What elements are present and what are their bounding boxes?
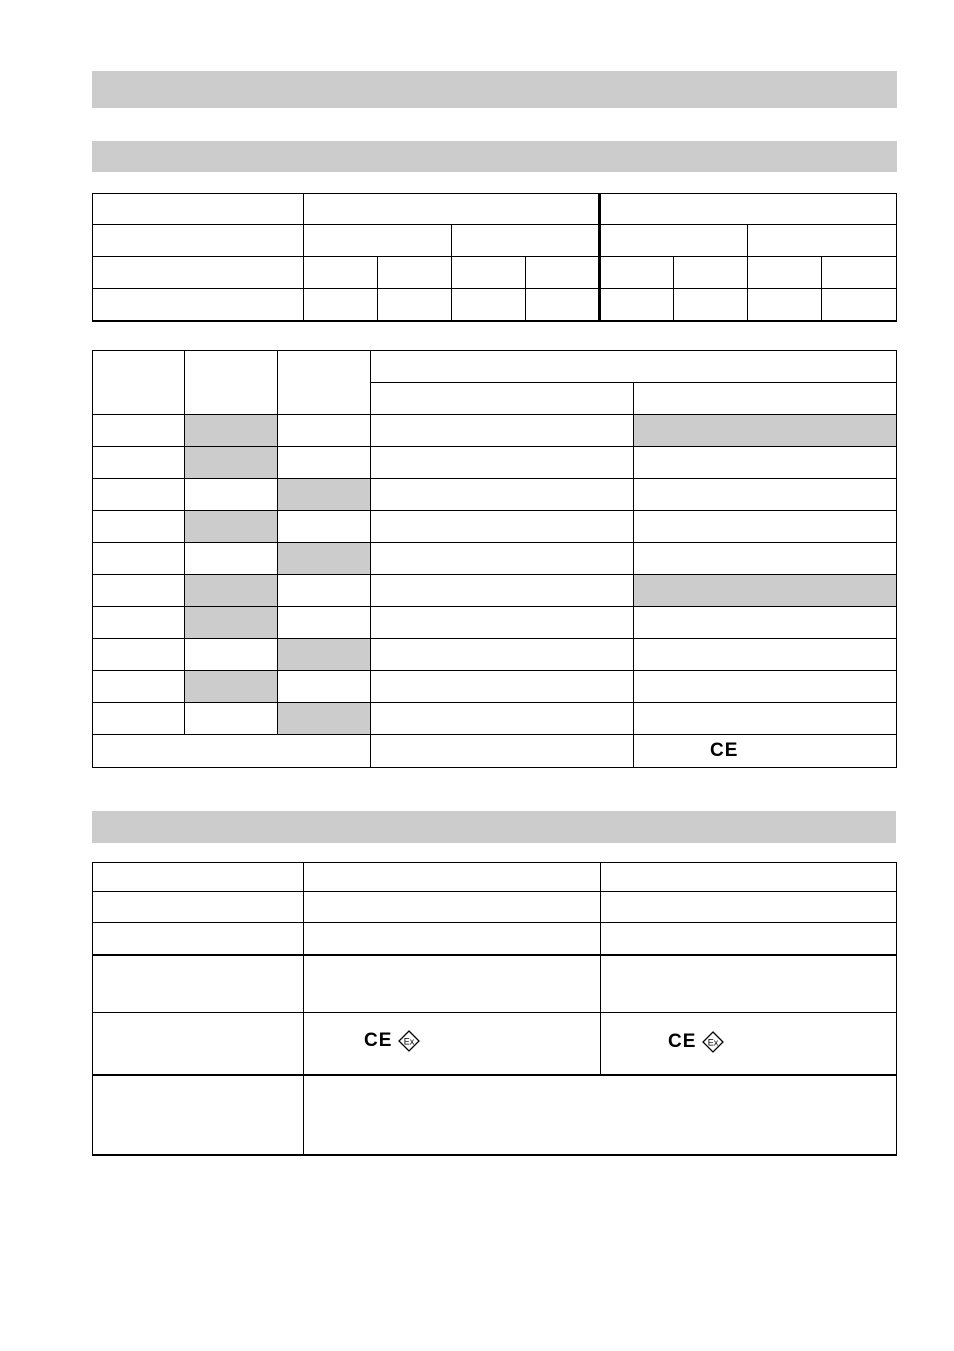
t1-cell: [378, 289, 452, 321]
t2-header-col4: [371, 383, 634, 415]
t1-r3-label: [93, 257, 304, 289]
svg-text:Ex: Ex: [404, 1036, 415, 1047]
t3-r4-label: [93, 955, 304, 1013]
t1-cell: [304, 257, 378, 289]
t2-cell: [371, 703, 634, 735]
ce-mark-icon: CE: [364, 1030, 393, 1051]
t3-r3-cell: [304, 923, 601, 955]
ce-mark-icon: CE: [668, 1031, 697, 1052]
t2-cell: [634, 575, 897, 607]
t2-cell: [278, 447, 371, 479]
t3-r6-cell: [304, 1075, 897, 1155]
t2-cell: [634, 479, 897, 511]
t1-r2-cell: [452, 225, 600, 257]
t2-footer-cell: [371, 735, 634, 768]
t2-cell: [93, 543, 185, 575]
table-row: [93, 703, 897, 735]
table-row: [93, 575, 897, 607]
t2-cell: [634, 511, 897, 543]
spec-table-3: [92, 862, 897, 1156]
t3-r1-cell: [304, 863, 601, 892]
t2-cell: [278, 575, 371, 607]
t2-cell: [185, 703, 278, 735]
t1-r4-label: [93, 289, 304, 321]
t2-cell: [278, 415, 371, 447]
t2-header-group: [371, 351, 897, 383]
t2-cell: [371, 607, 634, 639]
t2-cell: [634, 671, 897, 703]
title-bar: [92, 71, 897, 108]
t3-r2-cell: [601, 892, 897, 923]
t3-r4-cell: [304, 955, 601, 1013]
t1-r2-cell: [600, 225, 748, 257]
svg-text:Ex: Ex: [708, 1037, 719, 1048]
t2-cell: [371, 447, 634, 479]
table-row: [93, 543, 897, 575]
t1-cell: [600, 289, 674, 321]
t2-cell: [185, 447, 278, 479]
t1-cell: [822, 257, 897, 289]
t2-header-col3: [278, 351, 371, 415]
t3-r2-cell: [304, 892, 601, 923]
t2-header-col2: [185, 351, 278, 415]
table-row: [93, 415, 897, 447]
t2-cell: [93, 703, 185, 735]
t2-cell: [371, 415, 634, 447]
t3-r5-mark-cell: [304, 1013, 601, 1075]
t2-cell: [634, 447, 897, 479]
t2-header-col1: [93, 351, 185, 415]
t1-cell: [748, 257, 822, 289]
t2-cell: [93, 671, 185, 703]
t1-r1-group-a: [304, 194, 600, 225]
spec-table-2: [92, 350, 897, 768]
t1-cell: [600, 257, 674, 289]
t2-cell: [185, 639, 278, 671]
t1-r1-group-b: [600, 194, 897, 225]
t2-cell: [93, 511, 185, 543]
certification-marks: [364, 1030, 420, 1052]
t3-r6-label: [93, 1075, 304, 1155]
table-row: [93, 511, 897, 543]
t1-cell: [304, 289, 378, 321]
t3-r5-mark-cell: [601, 1013, 897, 1075]
t3-r1-cell: [601, 863, 897, 892]
ce-mark-icon: CE: [710, 740, 739, 761]
t2-cell: [93, 639, 185, 671]
t1-cell: [674, 257, 748, 289]
t1-cell: [748, 289, 822, 321]
t1-cell: [378, 257, 452, 289]
section-bar-1: [92, 141, 897, 172]
t2-cell: [278, 479, 371, 511]
t2-cell: [93, 575, 185, 607]
t1-cell: [526, 289, 600, 321]
t3-r3-label: [93, 923, 304, 955]
t2-cell: [93, 415, 185, 447]
t2-cell: [634, 703, 897, 735]
t2-cell: [185, 511, 278, 543]
ex-mark-icon: [398, 1030, 420, 1052]
t2-cell: [278, 543, 371, 575]
t3-r1-label: [93, 863, 304, 892]
t2-cell: [185, 415, 278, 447]
t2-cell: [634, 415, 897, 447]
t2-cell: [185, 543, 278, 575]
t2-cell: [93, 607, 185, 639]
t2-cell: [93, 447, 185, 479]
t2-cell: [371, 479, 634, 511]
table-row: [93, 479, 897, 511]
ex-mark-icon: [702, 1031, 724, 1053]
section-bar-2: [92, 811, 896, 843]
t2-cell: [278, 703, 371, 735]
t3-r4-cell: [601, 955, 897, 1013]
t2-header-col5: [634, 383, 897, 415]
t1-r1-label: [93, 194, 304, 225]
t1-cell: [526, 257, 600, 289]
table-row: [93, 607, 897, 639]
spec-table-1: [92, 193, 897, 322]
t2-cell: [371, 575, 634, 607]
t1-r2-cell: [304, 225, 452, 257]
t1-cell: [674, 289, 748, 321]
t2-cell: [185, 479, 278, 511]
t2-cell: [278, 511, 371, 543]
t1-cell: [452, 257, 526, 289]
t3-r2-label: [93, 892, 304, 923]
t2-cell: [278, 607, 371, 639]
table-row: [93, 639, 897, 671]
t2-cell: [634, 607, 897, 639]
t2-cell: [371, 671, 634, 703]
t3-r5-label: [93, 1013, 304, 1075]
t2-cell: [371, 639, 634, 671]
t3-r3-cell: [601, 923, 897, 955]
t1-cell: [452, 289, 526, 321]
t2-footer-label: [93, 735, 371, 768]
table-row: [93, 447, 897, 479]
t2-cell: [634, 543, 897, 575]
t2-cell: [278, 639, 371, 671]
t2-cell: [185, 575, 278, 607]
t2-cell: [185, 671, 278, 703]
t2-cell: [93, 479, 185, 511]
t2-cell: [371, 511, 634, 543]
certification-marks: [668, 1031, 724, 1053]
t1-r2-cell: [748, 225, 897, 257]
t2-footer-mark-cell: [634, 735, 897, 768]
t2-cell: [634, 639, 897, 671]
t1-r2-label: [93, 225, 304, 257]
t1-cell: [822, 289, 897, 321]
table-row: [93, 671, 897, 703]
t2-cell: [371, 543, 634, 575]
t2-cell: [185, 607, 278, 639]
t2-cell: [278, 671, 371, 703]
